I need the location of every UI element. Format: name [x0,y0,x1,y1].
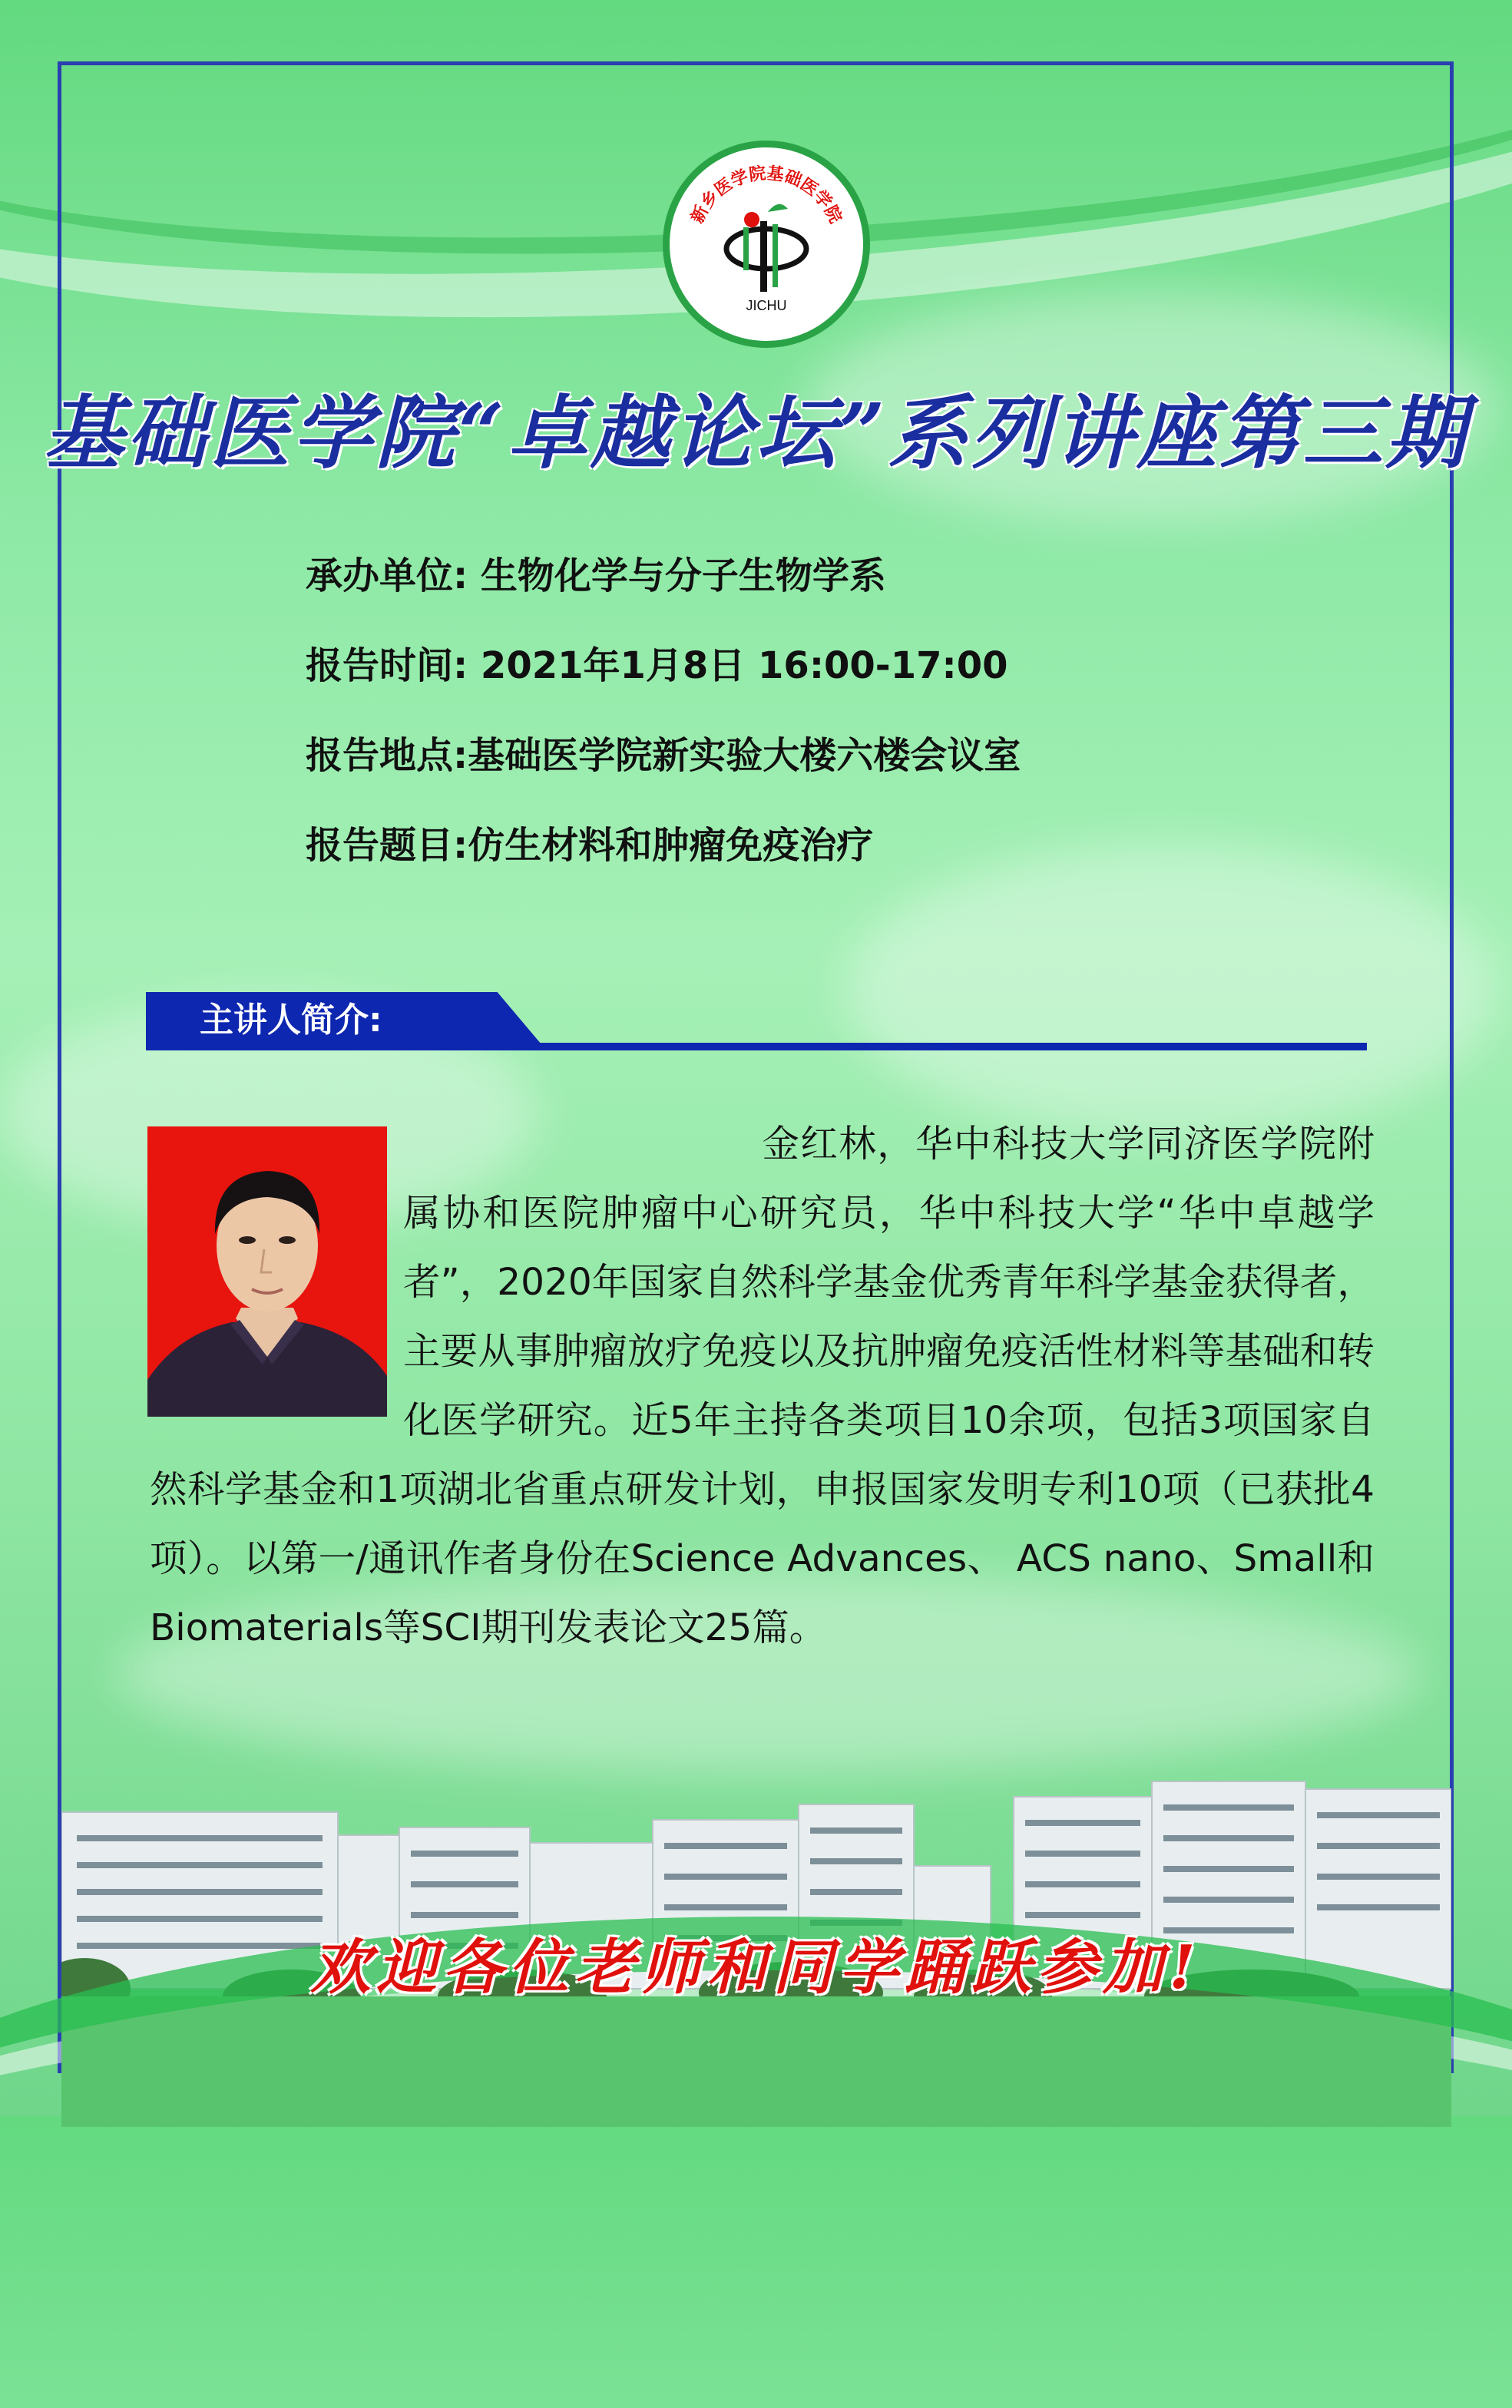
welcome-banner: 欢迎各位老师和同学踊跃参加! [310,1933,1202,2003]
bio-text: 金红林，华中科技大学同济医学院附属协和医院肿瘤中心研究员，华中科技大学“华中卓越学者”，2020年国家自然科学基金优秀青年科学基金获得者，主要从事肿瘤放疗免疫以及抗肿瘤免疫活性材料等基础和转化医学研究。近5年主持各类项目10余项，包括3项国家自然科学基金和1项湖北省重点研发计划，申报国家发明专利10项（已获批4项）。以第一/通讯作者身份在Science Advances、 ACS nano、Small和Biomaterials等SCI期刊发表论文25篇。 [150,1123,1375,1649]
logo-arc-text: 新乡医学院基础医学院 [687,163,846,227]
logo-emblem [670,147,863,341]
speaker-bio [150,1110,1375,1662]
info-value: 仿生材料和肿瘤免疫治疗 [468,824,874,867]
info-label: 报告题目: [306,824,468,867]
info-row-topic [306,824,1021,868]
info-value: 2021年1月8日 16:00-17:00 [468,644,1008,687]
school-logo [663,141,870,348]
event-info [306,554,1021,914]
info-value: 基础医学院新实验大楼六楼会议室 [468,734,1021,777]
info-row-host [306,554,1021,598]
info-label: 报告时间: [306,644,468,687]
info-label: 报告地点: [306,734,468,777]
info-row-time [306,644,1021,688]
speaker-section-header [146,992,1367,1058]
info-row-location [306,734,1021,778]
section-label: 主讲人简介: [200,1001,382,1040]
info-value: 生物化学与分子生物学系 [468,554,886,597]
poster-title: 基础医学院“卓越论坛”系列讲座第三期 [43,385,1469,480]
info-label: 承办单位: [306,554,468,597]
logo-badge-text: JICHU [746,298,787,313]
